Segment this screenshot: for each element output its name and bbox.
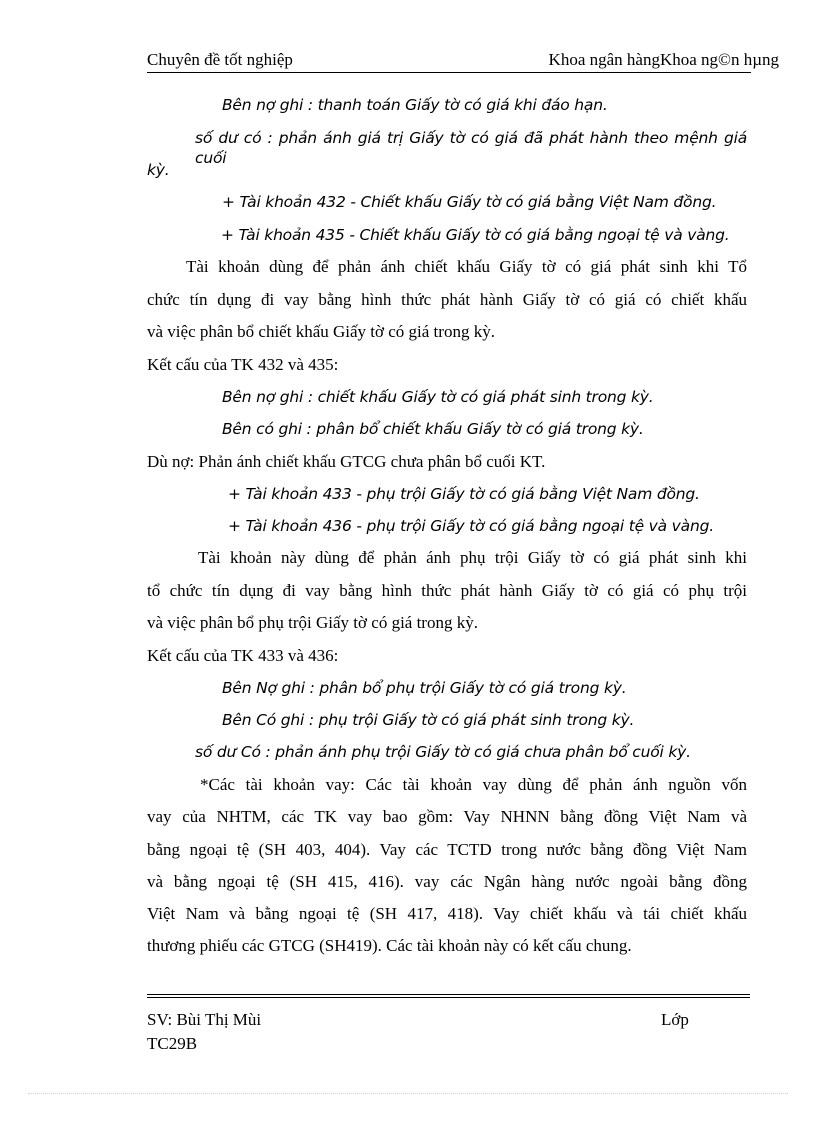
- text-line: Bên nợ ghi : chiết khấu Giấy tờ có giá phát sinh trong kỳ.: [222, 388, 654, 406]
- text-line: Kết cấu của TK 433 và 436:: [147, 646, 339, 665]
- text-line: + Tài khoản 432 - Chiết khấu Giấy tờ có giá bằng Việt Nam đồng.: [222, 193, 717, 211]
- text-line: và bằng ngoại tệ (SH 415, 416). vay các Ngân hàng nước ngoài bằng đồng: [147, 872, 747, 891]
- text-line: thương phiếu các GTCG (SH419). Các tài khoản này có kết cấu chung.: [147, 936, 632, 955]
- text-line: số dư có : phản ánh giá trị Giấy tờ có giá đã phát hành theo mệnh giá cuối: [195, 129, 747, 167]
- text-line: Bên có ghi : phân bổ chiết khấu Giấy tờ có giá trong kỳ.: [222, 420, 644, 438]
- text-line: Tài khoản này dùng để phản ánh phụ trội Giấy tờ có giá phát sinh khi: [198, 548, 747, 567]
- text-line: Dù nợ: Phản ánh chiết khấu GTCG chưa phân bổ cuối KT.: [147, 452, 546, 471]
- student-name: SV: Bùi Thị Mùi: [147, 1010, 262, 1029]
- header-title: Chuyên đề tốt nghiệp: [147, 50, 293, 69]
- text-line: Bên Có ghi : phụ trội Giấy tờ có giá phát sinh trong kỳ.: [222, 711, 635, 729]
- text-line: Bên Nợ ghi : phân bổ phụ trội Giấy tờ có giá trong kỳ.: [222, 679, 627, 697]
- text-line: và việc phân bổ chiết khấu Giấy tờ có giá trong kỳ.: [147, 322, 495, 341]
- footer-rule-top: [147, 994, 750, 995]
- footer-rule-bottom: [147, 997, 750, 998]
- text-line: + Tài khoản 433 - phụ trội Giấy tờ có giá bằng Việt Nam đồng.: [228, 485, 700, 503]
- text-line: + Tài khoản 436 - phụ trội Giấy tờ có giá bằng ngoại tệ và vàng.: [228, 517, 714, 535]
- text-line: *Các tài khoản vay: Các tài khoản vay dùng để phản ánh nguồn vốn: [200, 775, 747, 794]
- class-label: Lớp: [661, 1010, 689, 1029]
- text-line: số dư Có : phản ánh phụ trội Giấy tờ có giá chưa phân bổ cuối kỳ.: [195, 743, 691, 761]
- page-header: [147, 50, 779, 73]
- class-code: TC29B: [147, 1034, 198, 1053]
- text-line: Kết cấu của TK 432 và 435:: [147, 355, 339, 374]
- text-line: chức tín dụng đi vay bằng hình thức phát hành Giấy tờ có giá có chiết khấu: [147, 290, 747, 309]
- text-line: bằng ngoại tệ (SH 403, 404). Vay các TCTD trong nước bằng đồng Việt Nam: [147, 840, 747, 859]
- page-bottom-edge: [28, 1093, 788, 1094]
- text-line: vay của NHTM, các TK vay bao gồm: Vay NHNN bằng đồng Việt Nam và: [147, 807, 747, 826]
- text-line: Tài khoản dùng để phản ánh chiết khấu Giấy tờ có giá phát sinh khi Tổ: [186, 257, 747, 276]
- text-line: và việc phân bổ phụ trội Giấy tờ có giá trong kỳ.: [147, 613, 478, 632]
- text-line: Việt Nam và bằng ngoại tệ (SH 417, 418). Vay chiết khấu và tái chiết khấu: [147, 904, 747, 923]
- text-line: Bên nợ ghi : thanh toán Giấy tờ có giá khi đáo hạn.: [222, 96, 608, 114]
- text-line: + Tài khoản 435 - Chiết khấu Giấy tờ có giá bằng ngoại tệ và vàng.: [221, 226, 730, 244]
- header-department: Khoa ngân hàngKhoa ng©n hµng: [548, 50, 779, 69]
- text-line: tổ chức tín dụng đi vay bằng hình thức phát hành Giấy tờ có giá có phụ trội: [147, 581, 747, 600]
- text-line: kỳ.: [147, 161, 170, 179]
